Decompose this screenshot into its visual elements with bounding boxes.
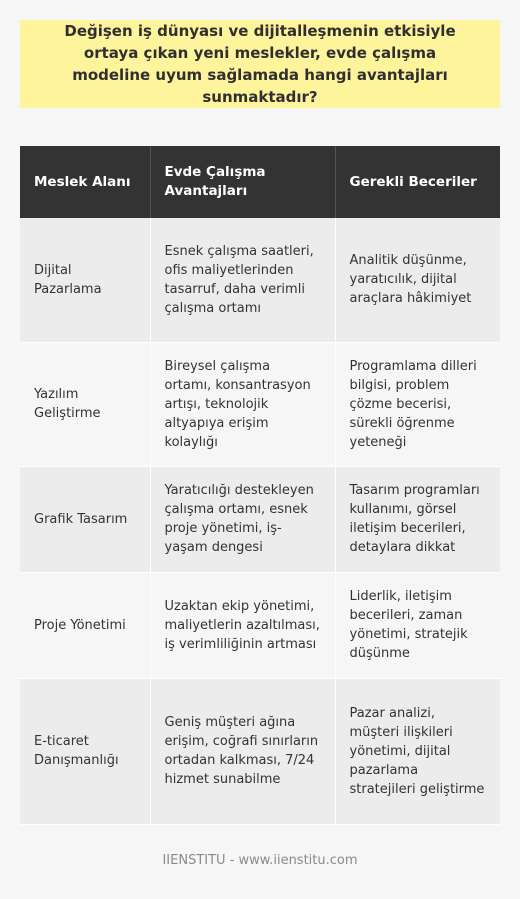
question-box xyxy=(20,20,500,108)
table-row xyxy=(20,572,500,678)
cell-advantages: Esnek çalışma saatleri, ofis maliyetlerinden tasarruf, daha verimli çalışma ortamı xyxy=(150,218,335,342)
cell-field: Dijital Pazarlama xyxy=(20,218,150,342)
cell-skills: Programlama dilleri bilgisi, problem çözme becerisi, sürekli öğrenme yeteneği xyxy=(335,342,500,466)
cell-advantages: Geniş müşteri ağına erişim, coğrafi sınırların ortadan kalkması, 7/24 hizmet sunabilme xyxy=(150,678,335,824)
cell-field: Proje Yönetimi xyxy=(20,572,150,678)
table-row xyxy=(20,218,500,342)
cell-field: E-ticaret Danışmanlığı xyxy=(20,678,150,824)
header-home-work-advantages: Evde Çalışma Avantajları xyxy=(150,146,335,218)
header-profession-field: Meslek Alanı xyxy=(20,146,150,218)
table-row xyxy=(20,466,500,572)
cell-field: Yazılım Geliştirme xyxy=(20,342,150,466)
cell-skills: Liderlik, iletişim becerileri, zaman yönetimi, stratejik düşünme xyxy=(335,572,500,678)
table-header-row xyxy=(20,146,500,218)
cell-skills: Tasarım programları kullanımı, görsel iletişim becerileri, detaylara dikkat xyxy=(335,466,500,572)
cell-field: Grafik Tasarım xyxy=(20,466,150,572)
cell-advantages: Yaratıcılığı destekleyen çalışma ortamı, esnek proje yönetimi, iş-yaşam dengesi xyxy=(150,466,335,572)
cell-advantages: Bireysel çalışma ortamı, konsantrasyon artışı, teknolojik altyapıya erişim kolaylığı xyxy=(150,342,335,466)
header-required-skills: Gerekli Beceriler xyxy=(335,146,500,218)
cell-skills: Pazar analizi, müşteri ilişkileri yönetimi, dijital pazarlama stratejileri geliştirme xyxy=(335,678,500,824)
table-row xyxy=(20,678,500,824)
question-text: Değişen iş dünyası ve dijitalleşmenin etkisiyle ortaya çıkan yeni meslekler, evde çalışma modeline uyum sağlamada hangi avantajları sunmaktadır? xyxy=(64,22,456,106)
cell-advantages: Uzaktan ekip yönetimi, maliyetlerin azaltılması, iş verimliliğinin artması xyxy=(150,572,335,678)
cell-skills: Analitik düşünme, yaratıcılık, dijital araçlara hâkimiyet xyxy=(335,218,500,342)
table-row xyxy=(20,342,500,466)
professions-table xyxy=(20,146,500,825)
footer-credit: IIENSTITU - www.iienstitu.com xyxy=(162,853,358,868)
